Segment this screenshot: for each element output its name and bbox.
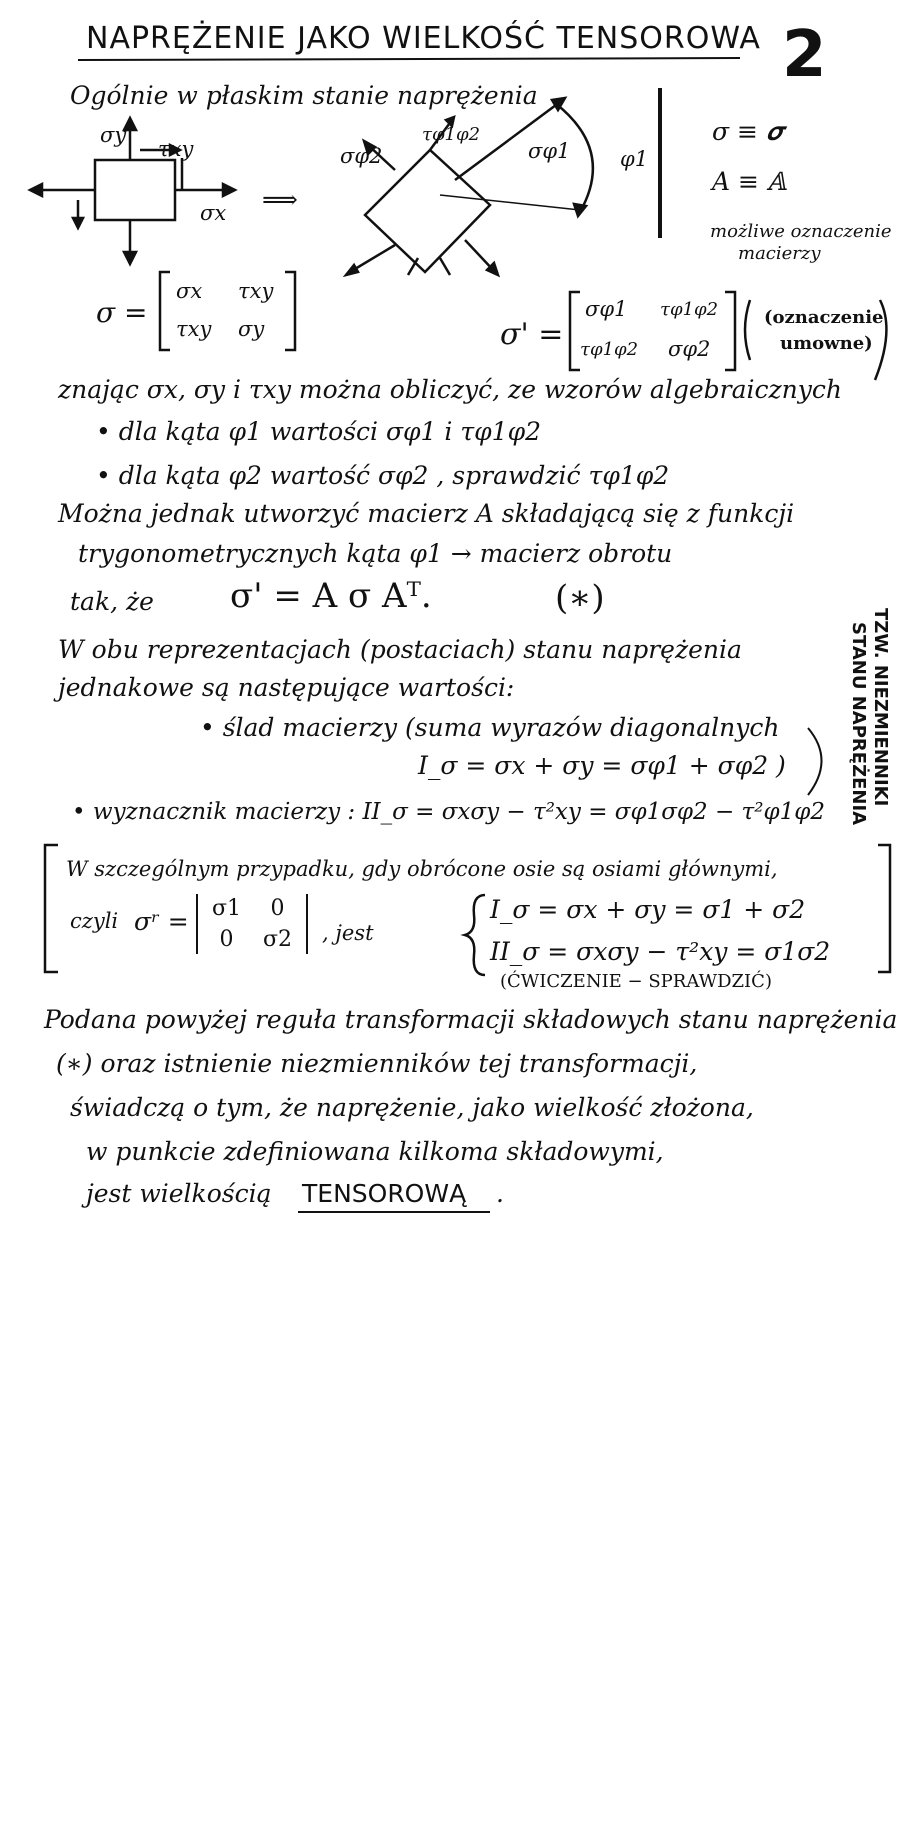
- implies-arrow: ⟹: [262, 185, 298, 214]
- text-line-4-prefix: tak, że: [70, 587, 154, 616]
- special-case-eq2: II_σ = σxσy − τ²xy = σ1σ2: [490, 937, 831, 966]
- intro-heading: Ogólnie w płaskim stanie naprężenia: [70, 81, 538, 110]
- label-sigma-x: σx: [200, 201, 227, 225]
- special-case-eq1: I_σ = σx + σy = σ1 + σ2: [490, 895, 806, 924]
- text-line-2: Można jednak utworzyć macierz A składającą się z funkcji: [58, 499, 795, 528]
- vertical-note-col2: STANU NAPRĘŻENIA: [848, 622, 869, 826]
- page-title: NAPRĘŻENIE JAKO WIELKOŚĆ TENSOROWA: [86, 21, 761, 56]
- sigma-m11: σx: [176, 279, 203, 303]
- label-sigma-phi1: σφ1: [528, 139, 571, 163]
- conclusion-line2: (∗) oraz istnienie niezmienników tej transformacji,: [56, 1049, 698, 1078]
- oznaczenie-2: umowne): [780, 333, 873, 354]
- label-tau-xy: τxy: [158, 137, 194, 161]
- principal-m12: 0: [270, 896, 285, 921]
- sigma-prime-m21: τφ1φ2: [580, 339, 639, 360]
- principal-matrix: [196, 894, 308, 954]
- principal-m11: σ1: [212, 896, 242, 921]
- stress-element-diagram: [30, 118, 235, 264]
- conclusion-line5-suffix: .: [496, 1179, 504, 1208]
- text-line-3: trygonometrycznych kąta φ1 → macierz obrotu: [78, 539, 673, 568]
- text-line-5: W obu reprezentacjach (postaciach) stanu naprężenia: [58, 635, 742, 664]
- tensorowa-word: TENSOROWĄ: [302, 1179, 467, 1208]
- text-line-1: znając σx, σy i τxy można obliczyć, ze wzorów algebraicznych: [58, 375, 842, 404]
- special-case-czyli: czyli: [70, 909, 119, 933]
- bullet-1: • dla kąta φ1 wartości σφ1 i τφ1φ2: [96, 417, 541, 446]
- side-note-line1: σ ≡ 𝝈: [712, 117, 783, 146]
- slad-line-2: I_σ = σx + σy = σφ1 + σφ2 ): [418, 751, 786, 780]
- conclusion-line4: w punkcie zdefiniowana kilkoma składowymi,: [86, 1137, 664, 1166]
- side-note-line2: A ≡ 𝔸: [712, 167, 787, 196]
- formula-ref-star: (∗): [555, 578, 605, 618]
- label-sigma-phi2: σφ2: [340, 144, 383, 168]
- transform-formula: σ' = A σ Aᵀ.: [230, 576, 432, 616]
- sigma-prime-m22: σφ2: [668, 337, 711, 361]
- oznaczenie-1: (oznaczenie: [764, 307, 884, 328]
- conclusion-line1: Podana powyżej reguła transformacji składowych stanu naprężenia: [44, 1005, 898, 1034]
- slad-paren: [808, 728, 822, 795]
- sigma-m12: τxy: [238, 279, 274, 303]
- sigma-prime-lhs: σ' =: [500, 317, 564, 352]
- sigma-prime-m12: τφ1φ2: [660, 299, 719, 320]
- special-case-note: (ĆWICZENIE − SPRAWDZIĆ): [500, 971, 772, 992]
- wyznacznik-line: • wyznacznik macierzy : II_σ = σxσy − τ²xy = σφ1σφ2 − τ²φ1φ2: [72, 799, 825, 825]
- sigma-prime-m11: σφ1: [585, 297, 628, 321]
- title-underline: [78, 58, 740, 60]
- side-note-line3: możliwe oznaczenie: [710, 221, 892, 242]
- conclusion-line3: świadczą o tym, że naprężenie, jako wielkość złożona,: [70, 1093, 754, 1122]
- sigma-matrix-lhs: σ =: [96, 296, 148, 329]
- label-tau-phi: τφ1φ2: [422, 124, 481, 145]
- principal-m21: 0: [219, 927, 234, 952]
- sigma-m21: τxy: [176, 317, 212, 341]
- conclusion-line5-prefix: jest wielkością: [86, 1179, 272, 1208]
- special-case-sr: σʳ =: [134, 907, 189, 936]
- label-sigma-y: σy: [100, 123, 127, 147]
- sigma-m22: σy: [238, 317, 265, 341]
- side-note-line4: macierzy: [738, 243, 821, 264]
- special-case-jest: , jest: [322, 921, 374, 945]
- slad-line-1: • ślad macierzy (suma wyrazów diagonalnych: [200, 713, 780, 742]
- special-case-line1: W szczególnym przypadku, gdy obrócone osie są osiami głównymi,: [66, 857, 778, 881]
- text-line-6: jednakowe są następujące wartości:: [58, 673, 515, 702]
- page-number: 2: [782, 18, 827, 92]
- principal-m22: σ2: [263, 927, 293, 952]
- label-phi1: φ1: [620, 147, 649, 171]
- bullet-2: • dla kąta φ2 wartość σφ2 , sprawdzić τφ1φ2: [96, 461, 670, 490]
- vertical-note-col1: TZW. NIEZMIENNIKI: [870, 608, 891, 807]
